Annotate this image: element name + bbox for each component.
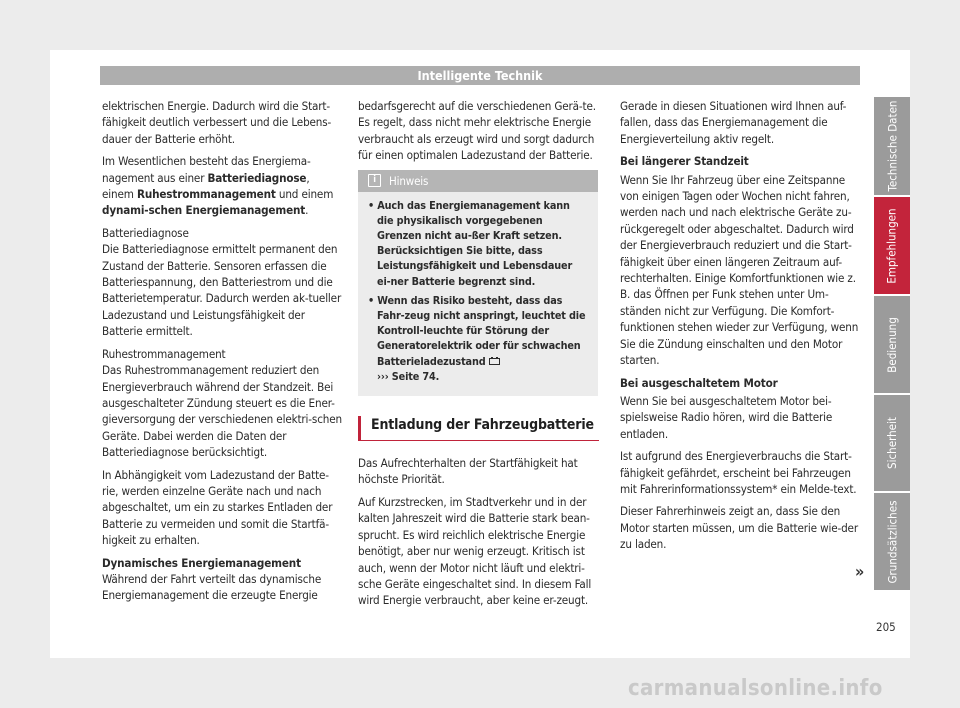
paragraph: elektrischen Energie. Dadurch wird die Start-fähigkeit deutlich verbessert und die Lebens-dauer der Batterie erhöht. xyxy=(102,99,332,146)
column-2 xyxy=(358,98,598,615)
column-3 xyxy=(620,98,860,559)
note-title: Hinweis xyxy=(389,173,429,188)
paragraph: Dieser Fahrerhinweis zeigt an, dass Sie den Motor starten müssen, um die Batterie wie-der zu laden. xyxy=(620,504,858,552)
text: Im Wesentlichen besteht das Energiema-nagement aus einer xyxy=(102,154,311,185)
text: . xyxy=(305,203,309,218)
bold-term: Ruhestrommanagement xyxy=(136,187,276,202)
tab-sicherheit[interactable] xyxy=(874,395,910,491)
bold-term: Batteriediagnose xyxy=(207,170,307,185)
paragraph: bedarfsgerecht auf die verschiedenen Gerä-te. Es regelt, dass nicht mehr elektrische Energie verbraucht als erzeugt wird und sorgt dadurch für einen optimalen Ladezustand der Batterie. xyxy=(358,99,596,163)
paragraph: Das Ruhestrommanagement reduziert den Energieverbrauch während der Standzeit. Bei ausgeschalteter Zündung steuert es die Ener-gieversorgung der verschiedenen elektri-schen Geräte. Dabei werden die Daten der Batteriediagnose berücksichtigt. xyxy=(102,363,342,460)
text: und einem xyxy=(275,187,334,202)
battery-icon xyxy=(489,357,501,365)
tab-bedienung[interactable] xyxy=(874,296,910,393)
note-header xyxy=(358,170,598,192)
note-item-text: Auch das Energiemanagement kann die physikalisch vorgegebenen Grenzen nicht au-ßer Kraft setzen. Berücksichtigen Sie bitte, dass Leistungsfähigkeit und Lebensdauer ei-ner Batterie begrenzt sind. xyxy=(377,198,573,288)
page-header: Intelligente Technik xyxy=(100,66,860,85)
subheading: Dynamisches Energiemanagement xyxy=(102,555,301,570)
text: , einem xyxy=(102,170,310,202)
tab-label: Bedienung xyxy=(885,316,899,373)
page-number: 205 xyxy=(876,620,896,634)
info-icon: i xyxy=(368,174,381,187)
tab-grundsaetzliches[interactable] xyxy=(874,493,910,590)
column-1 xyxy=(102,98,342,610)
tab-label: Sicherheit xyxy=(885,417,899,469)
tab-technische-daten[interactable] xyxy=(874,97,910,195)
paragraph: Die Batteriediagnose ermittelt permanent den Zustand der Batterie. Sensoren erfassen die Batteriespannung, den Batteriestrom und die Batterietemperatur. Dadurch werden ak-tueller Ladezustand und Leistungsfähigkeit der Batterie ermittelt. xyxy=(102,242,342,339)
subheading: Bei ausgeschaltetem Motor xyxy=(620,375,778,390)
subheading: Batteriediagnose xyxy=(102,225,189,240)
paragraph: In Abhängigkeit vom Ladezustand der Batte-rie, werden einzelne Geräte nach und nach abgeschaltet, um ein zu starkes Entladen der Batterie zu vermeiden und somit die Startfä-higkeit zu erhalten. xyxy=(102,467,333,548)
paragraph: Wenn Sie bei ausgeschaltetem Motor bei-spielsweise Radio hören, wird die Batterie entladen. xyxy=(620,393,833,441)
paragraph xyxy=(102,153,342,219)
tab-label: Technische Daten xyxy=(885,100,899,192)
section-title: Entladung der Fahrzeugbatterie xyxy=(358,416,599,441)
note-item: • Wenn das Risiko besteht, dass das Fahr-zeug nicht anspringt, leuchtet die Kontroll-leuchte für Störung der Generatorelektrik oder für schwachen Batterieladezustand ››› Seite 74. xyxy=(368,293,586,383)
note-body xyxy=(358,192,598,396)
paragraph: Auf Kurzstrecken, im Stadtverkehr und in der kalten Jahreszeit wird die Batterie stark bean-sprucht. Es wird reichlich elektrische Energie benötigt, aber nur wenig erzeugt. Kritisch ist auch, wenn der Motor nicht läuft und elektri-sche Geräte eingeschaltet sind. In diesem Fall wird Energie verbraucht, aber keine er-zeugt. xyxy=(358,494,592,608)
note-item-text: Wenn das Risiko besteht, dass das Fahr-zeug nicht anspringt, leuchtet die Kontroll-leuchte für Störung der Generatorelektrik oder für schwachen Batterieladezustand xyxy=(377,293,586,368)
tab-label: Grundsätzliches xyxy=(885,500,899,583)
paragraph: Ist aufgrund des Energieverbrauchs die Start-fähigkeit gefährdet, erscheint bei Fahrzeugen mit Fahrerinformationssystem* ein Melde-text. xyxy=(620,449,857,496)
tab-label: Empfehlungen xyxy=(885,207,899,284)
paragraph: Wenn Sie Ihr Fahrzeug über eine Zeitspanne von einigen Tagen oder Wochen nicht fahren, werden nach und nach elektrische Geräte zu-rückgeregelt oder abgeschaltet. Dadurch wird der Energieverbrauch reduziert und die Start-fähigkeit über einen längeren Zeitraum auf-rechterhalten. Einige Komfortfunktionen wie z. B. das Öffnen per Funk stehen unter Um-ständen nicht zur Verfügung. Die Komfort-funktionen stehen wieder zur Verfügung, wenn Sie die Zündung einschalten und den Motor starten. xyxy=(620,172,859,368)
bold-term: dynami-schen Energiemanagement xyxy=(102,203,306,218)
paragraph: Gerade in diesen Situationen wird Ihnen auf-fallen, dass das Energiemanagement die Energieverteilung aktiv regelt. xyxy=(620,99,847,146)
watermark: carmanualsonline.info xyxy=(628,676,883,701)
note-item: • Auch das Energiemanagement kann die physikalisch vorgegebenen Grenzen nicht au-ßer Kraft setzen. Berücksichtigen Sie bitte, dass Leistungsfähigkeit und Lebensdauer ei-ner Batterie begrenzt sind. xyxy=(368,198,573,288)
paragraph: Während der Fahrt verteilt das dynamische Energiemanagement die erzeugte Energie xyxy=(102,571,322,603)
continue-arrow-icon[interactable]: » xyxy=(855,562,865,581)
note-box xyxy=(358,170,598,396)
paragraph: Das Aufrechterhalten der Startfähigkeit hat höchste Priorität. xyxy=(358,456,578,487)
subheading: Ruhestrommanagement xyxy=(102,346,226,361)
tab-empfehlungen[interactable] xyxy=(874,197,910,294)
page-link[interactable]: ››› Seite 74. xyxy=(377,369,440,383)
subheading: Bei längerer Standzeit xyxy=(620,154,749,169)
